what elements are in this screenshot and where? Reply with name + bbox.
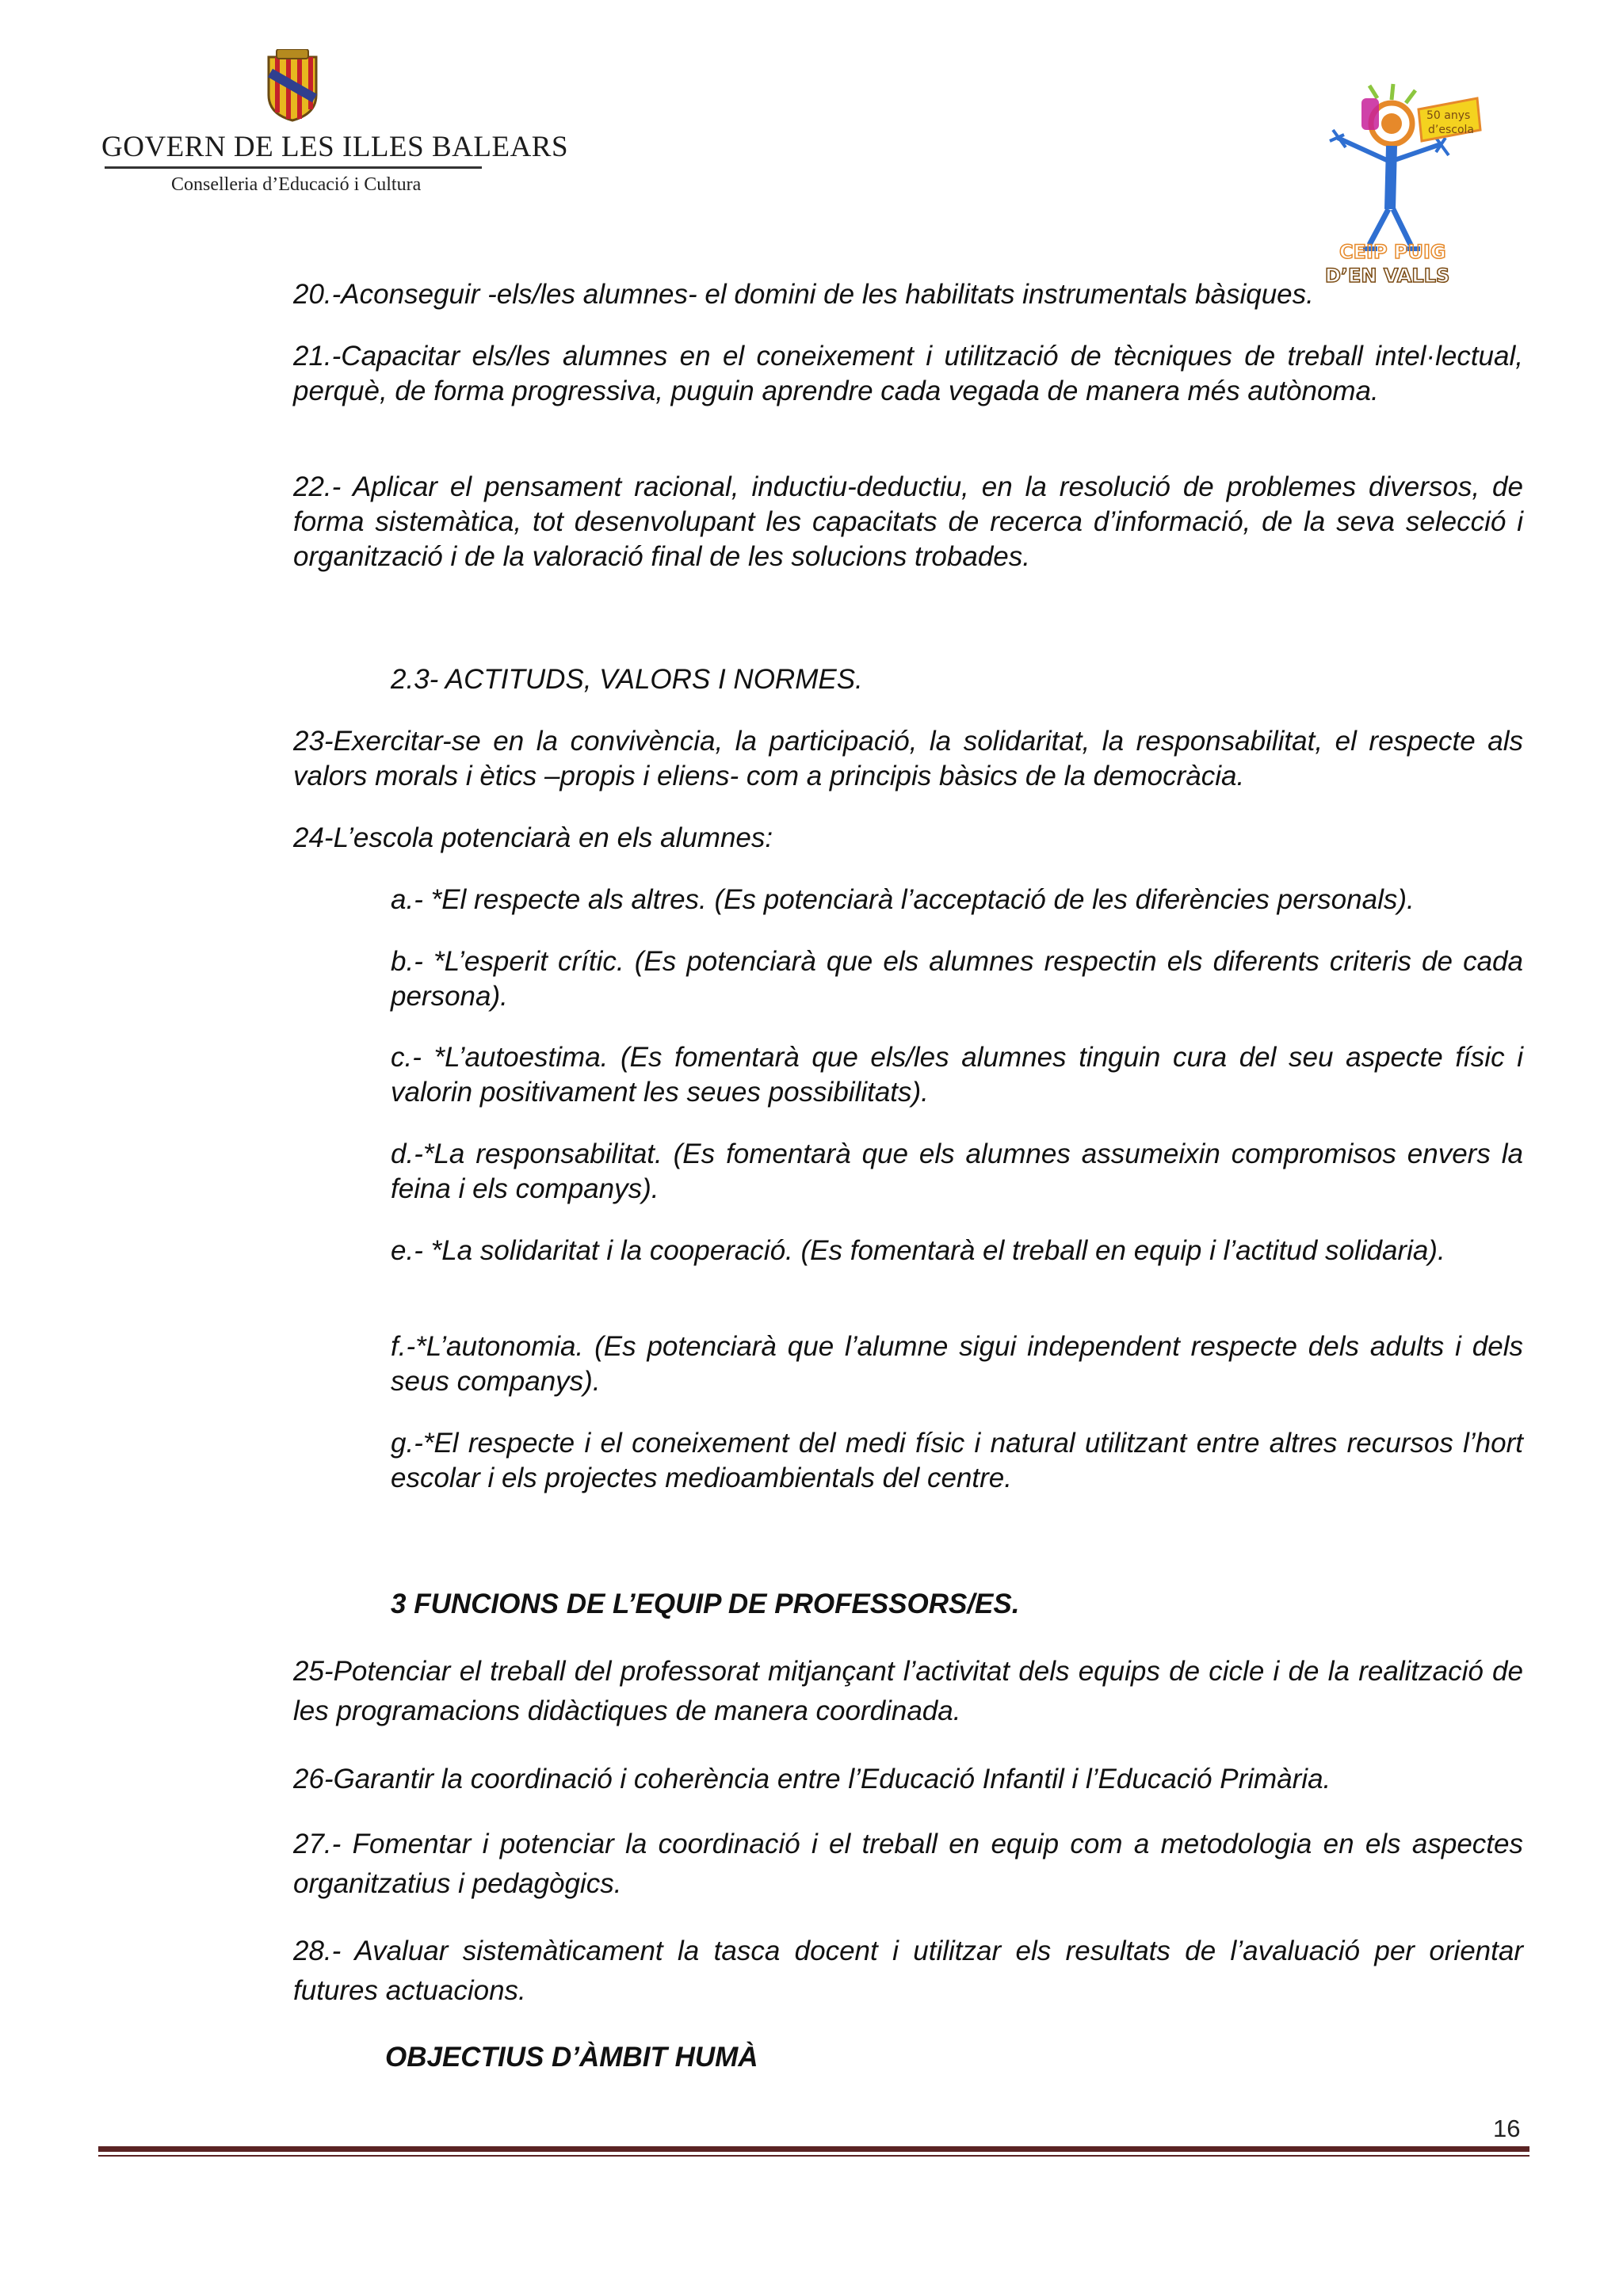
school-name-line2: D’EN VALLS <box>1325 265 1450 287</box>
section-heading-2-3: 2.3- ACTITUDS, VALORS I NORMES. <box>391 664 863 695</box>
school-name-line1: CEIP PUIG <box>1339 241 1446 263</box>
paragraph-20: 20.-Aconseguir -els/les alumnes- el domini de les habilitats instrumentals bàsiques. <box>293 279 1314 310</box>
paragraph-24: 24-L’escola potenciarà en els alumnes: <box>293 822 773 853</box>
section-heading-3: 3 FUNCIONS DE L’EQUIP DE PROFESSORS/ES. <box>391 1589 1020 1619</box>
paragraph-27: 27.- Fomentar i potenciar la coordinació i el treball en equip com a metodologia en els aspectes organitzatius i pedagògics. <box>293 1829 1523 1899</box>
ministry-name: Conselleria d’Educació i Cultura <box>171 174 422 195</box>
paragraph-26: 26-Garantir la coordinació i coherència entre l’Educació Infantil i l’Educació Primària. <box>293 1764 1331 1794</box>
list-item-a: a.- *El respecte als altres. (Es potenciarà l’acceptació de les diferències personals). <box>391 884 1415 915</box>
section-heading-objectives: OBJECTIUS D’ÀMBIT HUMÀ <box>385 2042 758 2073</box>
list-item-f: f.-*L’autonomia. (Es potenciarà que l’alumne sigui independent respecte dels adults i dels seus companys). <box>391 1331 1523 1397</box>
page-number: 16 <box>1493 2115 1521 2142</box>
government-logo <box>101 49 569 208</box>
svg-text:d’escola: d’escola <box>1428 124 1474 136</box>
list-item-e: e.- *La solidaritat i la cooperació. (Es fomentarà el treball en equip i l’actitud solidaria). <box>391 1235 1445 1266</box>
footer-rule <box>98 2146 1529 2152</box>
logo-divider <box>105 166 482 169</box>
government-name: GOVERN DE LES ILLES BALEARS <box>101 131 569 163</box>
list-item-c: c.- *L’autoestima. (Es fomentarà que els/les alumnes tinguin cura del seu aspecte físic i valorin positivament les seues possibilitats). <box>391 1042 1523 1108</box>
list-item-d: d.-*La responsabilitat. (Es fomentarà que els alumnes assumeixin compromisos envers la feina i els companys). <box>391 1138 1523 1204</box>
paragraph-28: 28.- Avaluar sistemàticament la tasca docent i utilitzar els resultats de l’avaluació per orientar futures actuacions. <box>293 1936 1523 2006</box>
paragraph-23: 23-Exercitar-se en la convivència, la participació, la solidaritat, la responsabilitat, el respecte als valors morals i ètics –propis i eliens- com a principis bàsics de la democràcia. <box>293 726 1523 791</box>
footer-rule-thin <box>98 2155 1529 2157</box>
list-item-b: b.- *L’esperit crític. (Es potenciarà que els alumnes respectin els diferents criteris de cada persona). <box>391 946 1523 1012</box>
paragraph-22: 22.- Aplicar el pensament racional, inductiu-deductiu, en la resolució de problemes diversos, de forma sistemàtica, tot desenvolupant les capacitats de recerca d’informació, de la seva selecció i organització i de la valoració final de les solucions trobades. <box>293 471 1523 572</box>
list-item-g: g.-*El respecte i el coneixement del medi físic i natural utilitzant entre altres recursos l’hort escolar i els projectes medioambientals del centre. <box>391 1428 1523 1493</box>
paragraph-25: 25-Potenciar el treball del professorat mitjançant l’activitat dels equips de cicle i de la realització de les programacions didàctiques de manera coordinada. <box>293 1656 1523 1726</box>
school-badge-text: 50 anys <box>1426 109 1471 122</box>
school-logo <box>1322 82 1488 288</box>
coat-of-arms-icon <box>262 49 323 122</box>
paragraph-21: 21.-Capacitar els/les alumnes en el coneixement i utilització de tècniques de treball intel·lectual, perquè, de forma progressiva, puguin aprendre cada vegada de manera més autònoma. <box>293 341 1523 406</box>
